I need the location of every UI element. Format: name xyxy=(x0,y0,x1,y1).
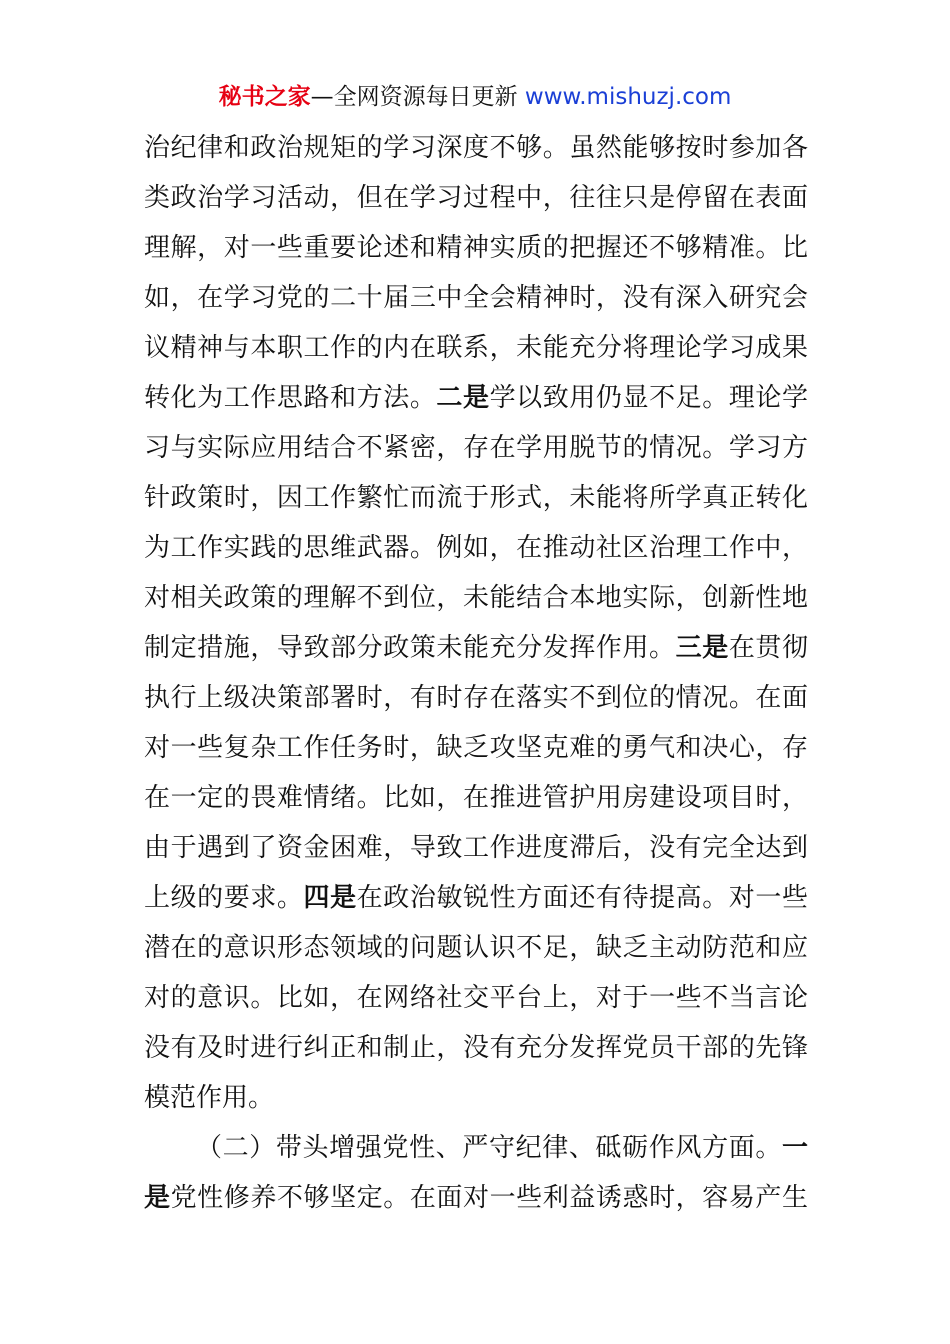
text-run: 在政治敏锐性方面还有待提高。对一些 xyxy=(356,883,808,913)
text-run: 转化为工作思路和方法。 xyxy=(144,383,437,413)
text-line xyxy=(144,873,808,923)
site-header xyxy=(0,80,950,114)
text-line: 潜在的意识形态领域的问题认识不足，缺乏主动防范和应 xyxy=(144,933,808,963)
bold-marker: 一 xyxy=(781,1133,808,1163)
text-run: 学以致用仍显不足。理论学 xyxy=(489,383,808,413)
text-line xyxy=(144,1123,808,1173)
bold-marker: 是 xyxy=(144,1183,171,1213)
text-line xyxy=(144,373,808,423)
text-line: 对的意识。比如，在网络社交平台上，对于一些不当言论 xyxy=(144,983,808,1013)
text-line: 由于遇到了资金困难，导致工作进度滞后，没有完全达到 xyxy=(144,833,808,863)
bold-marker: 三是 xyxy=(675,633,729,663)
text-run: 党性修养不够坚定。在面对一些利益诱惑时，容易产生 xyxy=(170,1183,808,1213)
text-line: 为工作实践的思维武器。例如，在推动社区治理工作中， xyxy=(144,533,808,563)
paragraph xyxy=(144,1123,808,1223)
text-line: 模范作用。 xyxy=(144,1083,275,1113)
text-run: 上级的要求。 xyxy=(144,883,304,913)
text-line: 理解，对一些重要论述和精神实质的把握还不够精准。比 xyxy=(144,233,808,263)
text-line: 针政策时，因工作繁忙而流于形式，未能将所学真正转化 xyxy=(144,483,808,513)
text-line: 如，在学习党的二十届三中全会精神时，没有深入研究会 xyxy=(144,283,808,313)
section-heading: （二）带头增强党性、严守纪律、砥砺作风方面。 xyxy=(196,1133,782,1163)
paragraph xyxy=(144,123,808,1123)
bold-marker: 二是 xyxy=(436,383,490,413)
text-line: 议精神与本职工作的内在联系，未能充分将理论学习成果 xyxy=(144,333,808,363)
text-line: 治纪律和政治规矩的学习深度不够。虽然能够按时参加各 xyxy=(144,133,808,163)
text-line: 对一些复杂工作任务时，缺乏攻坚克难的勇气和决心，存 xyxy=(144,733,808,763)
site-url[interactable]: www.mishuzj.com xyxy=(524,84,732,110)
bold-marker: 四是 xyxy=(303,883,357,913)
text-line: 没有及时进行纠正和制止，没有充分发挥党员干部的先锋 xyxy=(144,1033,808,1063)
text-line: 在一定的畏难情绪。比如，在推进管护用房建设项目时， xyxy=(144,783,808,813)
text-run: 制定措施，导致部分政策未能充分发挥作用。 xyxy=(144,633,676,663)
text-line: 执行上级决策部署时，有时存在落实不到位的情况。在面 xyxy=(144,683,808,713)
text-line: 类政治学习活动，但在学习过程中，往往只是停留在表面 xyxy=(144,183,808,213)
text-line xyxy=(144,623,808,673)
site-brand: 秘书之家 xyxy=(218,84,311,110)
text-line xyxy=(144,1173,808,1223)
text-line: 习与实际应用结合不紧密，存在学用脱节的情况。学习方 xyxy=(144,433,808,463)
text-run: 在贯彻 xyxy=(728,633,808,663)
site-tagline: —全网资源每日更新 xyxy=(310,84,525,110)
text-line: 对相关政策的理解不到位，未能结合本地实际，创新性地 xyxy=(144,583,808,613)
document-body xyxy=(144,123,808,1223)
